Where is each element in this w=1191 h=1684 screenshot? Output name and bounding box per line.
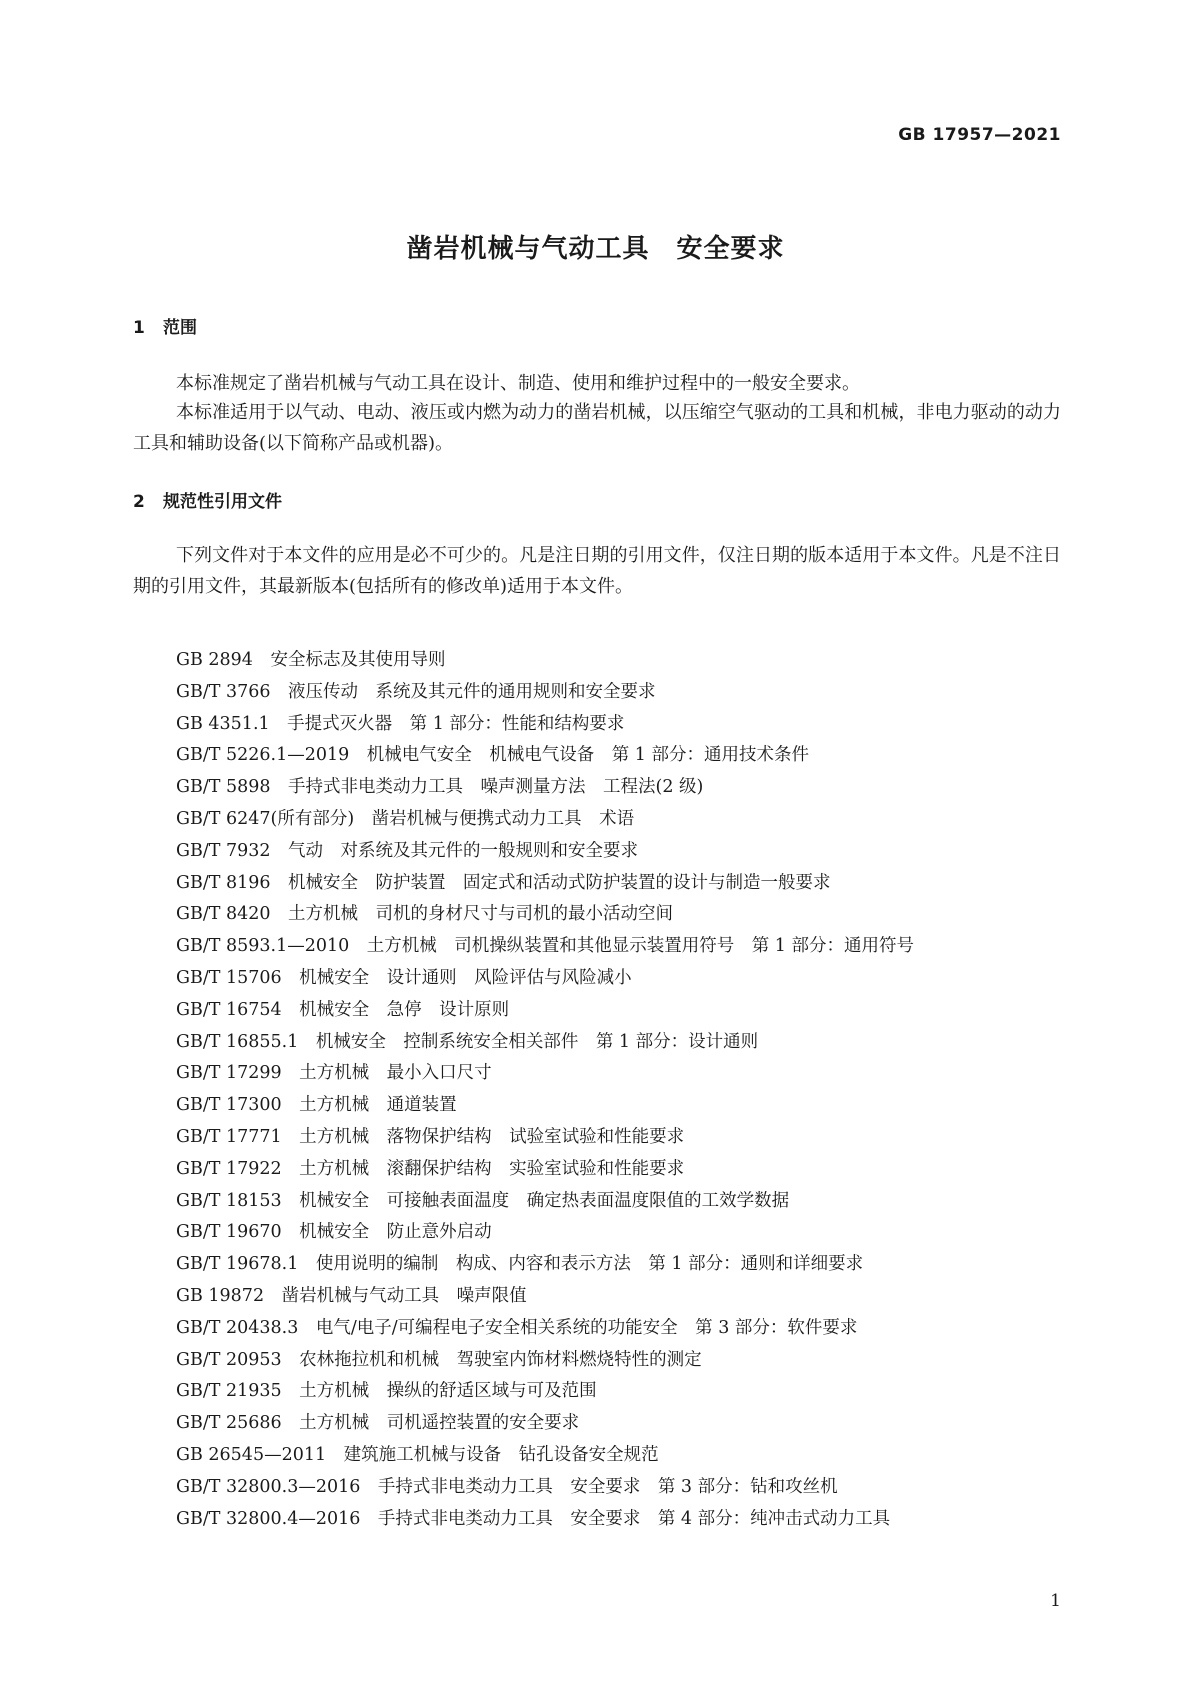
reference-item: GB/T 18153 机械安全 可接触表面温度 确定热表面温度限值的工效学数据 bbox=[176, 1190, 790, 1211]
clause-1-paragraph-1: 本标准规定了凿岩机械与气动工具在设计、制造、使用和维护过程中的一般安全要求。 bbox=[176, 373, 860, 394]
clause-2-title: 规范性引用文件 bbox=[163, 492, 282, 512]
reference-item: GB/T 8593.1—2010 土方机械 司机操纵装置和其他显示装置用符号 第 1 部分：通用符号 bbox=[176, 936, 914, 957]
reference-item: GB 2894 安全标志及其使用导则 bbox=[176, 650, 446, 670]
page-number: 1 bbox=[1050, 1591, 1061, 1611]
clause-2-number: 2 bbox=[133, 492, 145, 512]
reference-item: GB/T 32800.4—2016 手持式非电类动力工具 安全要求 第 4 部分：纯冲击式动力工具 bbox=[176, 1508, 891, 1529]
reference-item: GB/T 16754 机械安全 急停 设计原则 bbox=[176, 999, 510, 1020]
reference-item: GB/T 17922 土方机械 滚翻保护结构 实验室试验和性能要求 bbox=[176, 1158, 685, 1179]
reference-item: GB/T 17299 土方机械 最小入口尺寸 bbox=[176, 1063, 492, 1084]
clause-2-paragraph-1: 下列文件对于本文件的应用是必不可少的。凡是注日期的引用文件，仅注日期的版本适用于本文件。凡是不注日期的引用文件，其最新版本(包括所有的修改单)适用于本文件。 bbox=[133, 545, 1061, 597]
reference-item: GB/T 19678.1 使用说明的编制 构成、内容和表示方法 第 1 部分：通则和详细要求 bbox=[176, 1254, 864, 1275]
clause-1-title: 范围 bbox=[163, 318, 197, 338]
reference-item: GB/T 19670 机械安全 防止意外启动 bbox=[176, 1222, 492, 1243]
reference-item: GB/T 20438.3 电气/电子/可编程电子安全相关系统的功能安全 第 3 部分：软件要求 bbox=[176, 1317, 858, 1338]
reference-item: GB/T 32800.3—2016 手持式非电类动力工具 安全要求 第 3 部分：钻和攻丝机 bbox=[176, 1476, 838, 1497]
reference-item: GB/T 21935 土方机械 操纵的舒适区域与可及范围 bbox=[176, 1381, 597, 1402]
reference-item: GB/T 20953 农林拖拉机和机械 驾驶室内饰材料燃烧特性的测定 bbox=[176, 1349, 702, 1370]
clause-1-heading bbox=[133, 313, 197, 338]
reference-item: GB/T 7932 气动 对系统及其元件的一般规则和安全要求 bbox=[176, 840, 639, 861]
reference-item: GB 4351.1 手提式灭火器 第 1 部分：性能和结构要求 bbox=[176, 713, 625, 734]
reference-item: GB/T 6247(所有部分) 凿岩机械与便携式动力工具 术语 bbox=[176, 808, 635, 829]
clause-1-paragraph-2: 本标准适用于以气动、电动、液压或内燃为动力的凿岩机械，以压缩空气驱动的工具和机械，非电力驱动的动力工具和辅助设备(以下简称产品或机器)。 bbox=[133, 402, 1061, 454]
reference-item: GB/T 8420 土方机械 司机的身材尺寸与司机的最小活动空间 bbox=[176, 904, 674, 925]
document-title: 凿岩机械与气动工具 安全要求 bbox=[406, 234, 785, 264]
reference-item: GB/T 15706 机械安全 设计通则 风险评估与风险减小 bbox=[176, 967, 632, 988]
clause-2-heading bbox=[133, 487, 282, 512]
clause-1-number: 1 bbox=[133, 318, 145, 338]
reference-item: GB/T 5898 手持式非电类动力工具 噪声测量方法 工程法(2 级) bbox=[176, 777, 704, 798]
reference-item: GB 26545—2011 建筑施工机械与设备 钻孔设备安全规范 bbox=[176, 1444, 659, 1465]
reference-item: GB/T 17300 土方机械 通道装置 bbox=[176, 1095, 457, 1116]
normative-references-list bbox=[176, 645, 914, 1535]
standard-number: GB 17957—2021 bbox=[898, 125, 1061, 145]
reference-item: GB/T 3766 液压传动 系统及其元件的通用规则和安全要求 bbox=[176, 681, 656, 702]
reference-item: GB/T 5226.1—2019 机械电气安全 机械电气设备 第 1 部分：通用技术条件 bbox=[176, 745, 809, 766]
reference-item: GB/T 8196 机械安全 防护装置 固定式和活动式防护装置的设计与制造一般要求 bbox=[176, 872, 831, 893]
reference-item: GB/T 17771 土方机械 落物保护结构 试验室试验和性能要求 bbox=[176, 1126, 685, 1147]
reference-item: GB/T 16855.1 机械安全 控制系统安全相关部件 第 1 部分：设计通则 bbox=[176, 1031, 759, 1052]
reference-item: GB 19872 凿岩机械与气动工具 噪声限值 bbox=[176, 1285, 527, 1306]
reference-item: GB/T 25686 土方机械 司机遥控装置的安全要求 bbox=[176, 1413, 580, 1434]
